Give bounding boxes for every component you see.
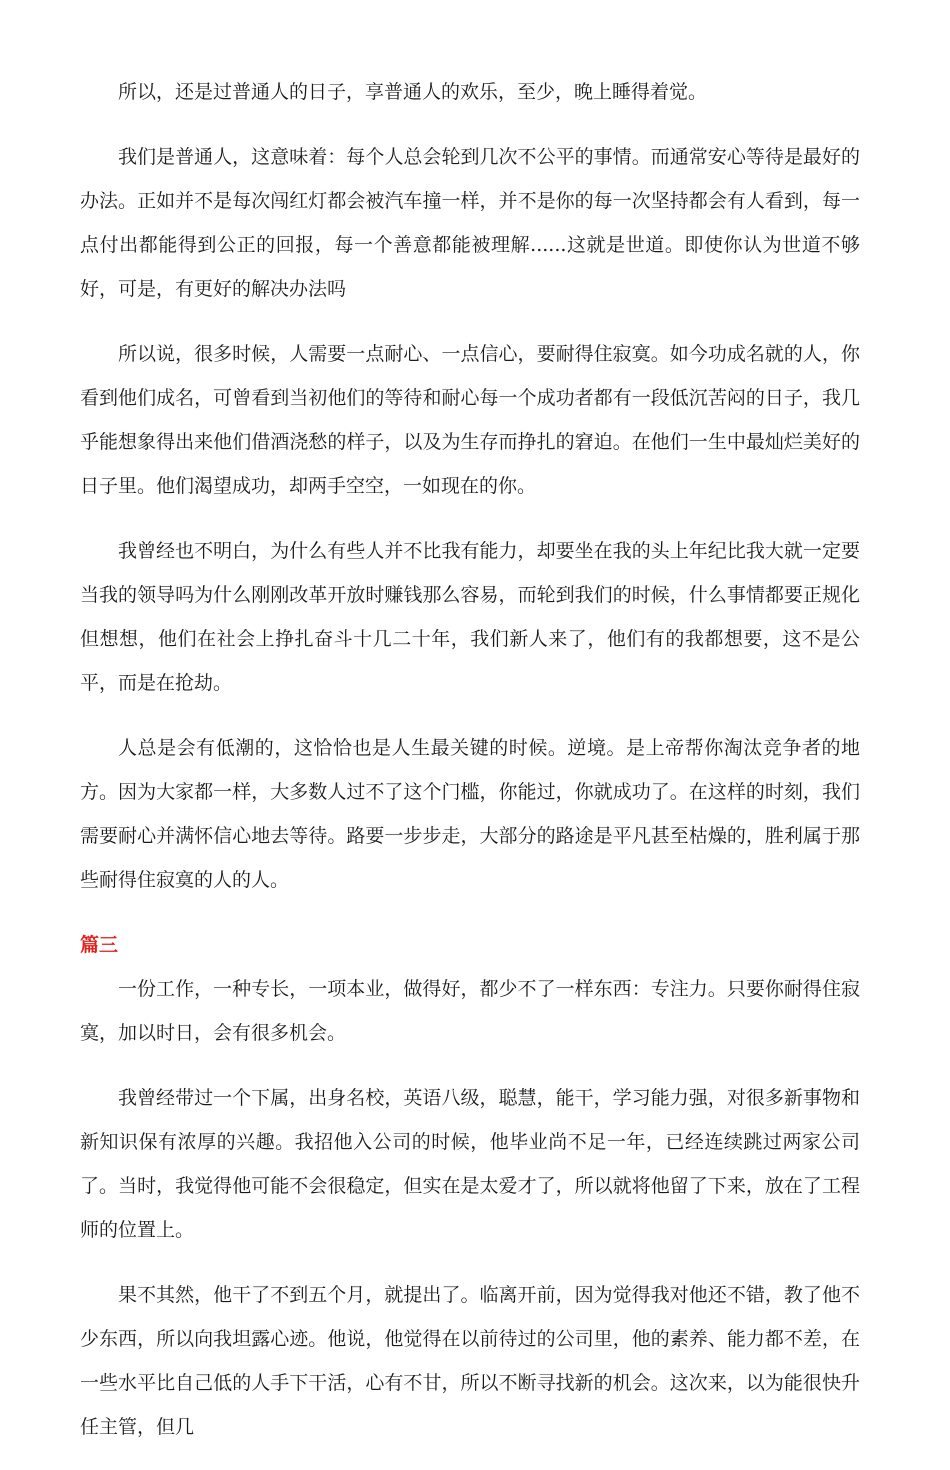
paragraph-3: 所以说，很多时候，人需要一点耐心、一点信心，要耐得住寂寞。如今功成名就的人，你看到他们成名，可曾看到当初他们的等待和耐心每一个成功者都有一段低沉苦闷的日子，我几乎能想象得出来他们借酒浇愁的样子，以及为生存而挣扎的窘迫。在他们一生中最灿烂美好的日子里。他们渴望成功，却两手空空，一如现在的你。 bbox=[80, 343, 860, 497]
paragraph-6: 一份工作，一种专长，一项本业，做得好，都少不了一样东西：专注力。只要你耐得住寂寞，加以时日，会有很多机会。 bbox=[80, 978, 860, 1044]
paragraph-7: 我曾经带过一个下属，出身名校，英语八级，聪慧，能干，学习能力强，对很多新事物和新知识保有浓厚的兴趣。我招他入公司的时候，他毕业尚不足一年，已经连续跳过两家公司了。当时，我觉得他可能不会很稳定，但实在是太爱才了，所以就将他留了下来，放在了工程师的位置上。 bbox=[80, 1087, 860, 1241]
document-page bbox=[80, 70, 860, 1470]
paragraph-8: 果不其然，他干了不到五个月，就提出了。临离开前，因为觉得我对他还不错，教了他不少东西，所以向我坦露心迹。他说，他觉得在以前待过的公司里，他的素养、能力都不差，在一些水平比自己低的人手下干活，心有不甘，所以不断寻找新的机会。这次来，以为能很快升任主管，但几 bbox=[80, 1284, 860, 1438]
paragraph-2: 我们是普通人，这意味着：每个人总会轮到几次不公平的事情。而通常安心等待是最好的办法。正如并不是每次闯红灯都会被汽车撞一样，并不是你的每一次坚持都会有人看到，每一点付出都能得到公正的回报，每一个善意都能被理解......这就是世道。即使你认为世道不够好，可是，有更好的解决办法吗 bbox=[80, 146, 860, 300]
section-heading: 篇三 bbox=[80, 934, 119, 956]
paragraph-5: 人总是会有低潮的，这恰恰也是人生最关键的时候。逆境。是上帝帮你淘汰竞争者的地方。因为大家都一样，大多数人过不了这个门槛，你能过，你就成功了。在这样的时刻，我们需要耐心并满怀信心地去等待。路要一步步走，大部分的路途是平凡甚至枯燥的，胜利属于那些耐得住寂寞的人的人。 bbox=[80, 737, 860, 891]
paragraph-4: 我曾经也不明白，为什么有些人并不比我有能力，却要坐在我的头上年纪比我大就一定要当我的领导吗为什么刚刚改革开放时赚钱那么容易，而轮到我们的时候，什么事情都要正规化但想想，他们在社会上挣扎奋斗十几二十年，我们新人来了，他们有的我都想要，这不是公平，而是在抢劫。 bbox=[80, 540, 860, 694]
paragraph-1: 所以，还是过普通人的日子，享普通人的欢乐，至少，晚上睡得着觉。 bbox=[118, 81, 708, 103]
